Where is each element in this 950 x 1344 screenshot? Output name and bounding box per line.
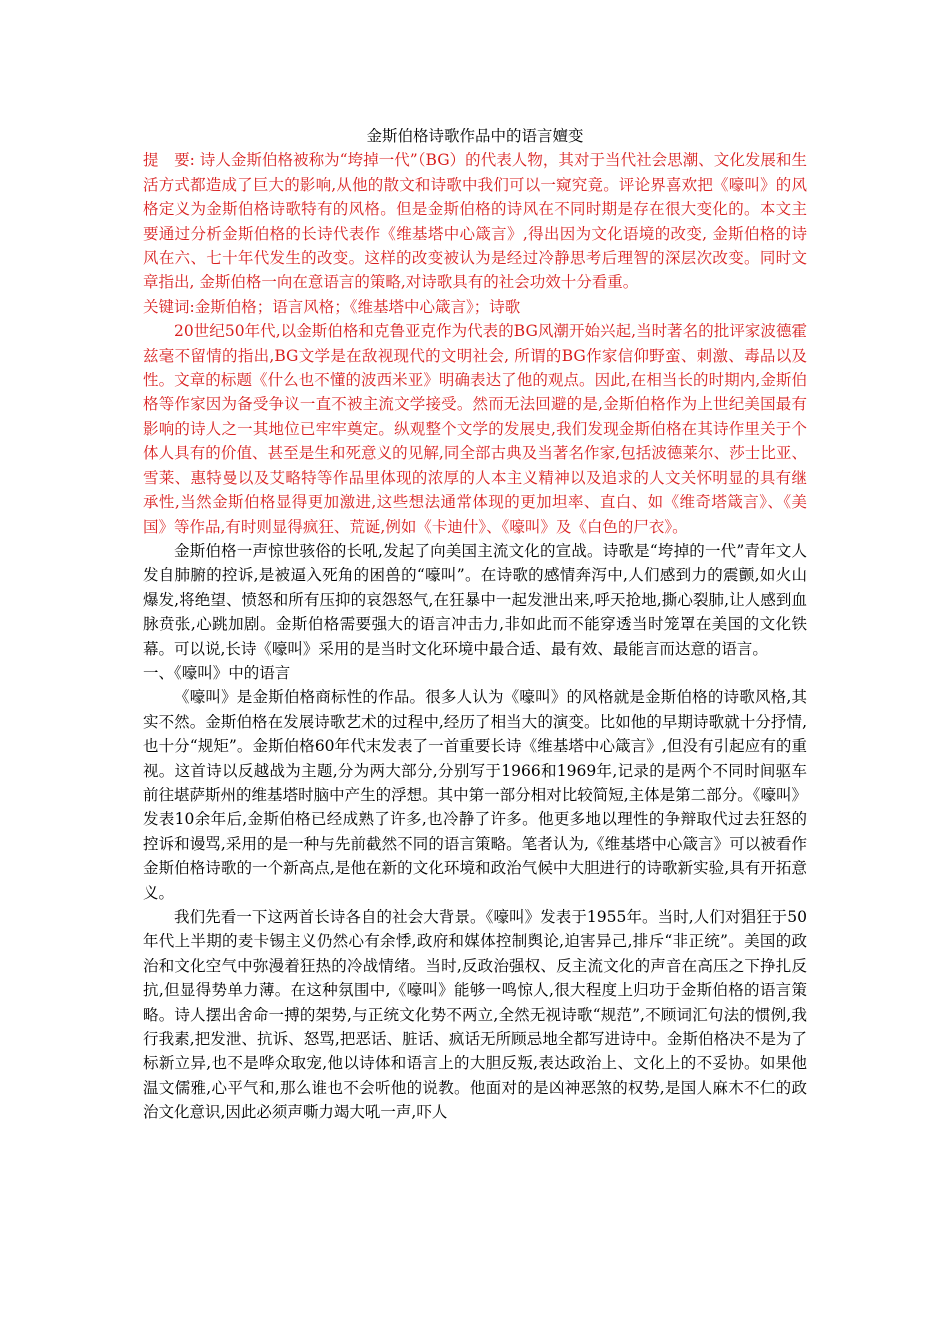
body-paragraph-2: 金斯伯格一声惊世骇俗的长吼,发起了向美国主流文化的宣战。诗歌是“垮掉的一代”青年文人发自肺腑的控诉,是被逼入死角的困兽的“嚎叫”。在诗歌的感情奔泻中,人们感到力的震颤,如火山爆发,将绝望、愤怒和所有压抑的哀怨怒气,在狂暴中一起发泄出来,呼天抢地,撕心裂肺,让人感到血脉贲张,心跳加剧。金斯伯格需要强大的语言冲击力,非如此而不能穿透当时笼罩在美国的文化铁幕。可以说,长诗《嚎叫》采用的是当时文化环境中最合适、最有效、最能言而达意的语言。 — [143, 541, 807, 658]
section-heading-1: 一、《嚎叫》中的语言 — [143, 663, 291, 682]
abstract-paragraph: 提 要: 诗人金斯伯格被称为“垮掉一代”（BG）的代表人物，其对于当代社会思潮、文化发展和生活方式都造成了巨大的影响,从他的散文和诗歌中我们可以一窥究竟。评论界喜欢把《嚎叫》的风格定义为金斯伯格诗歌特有的风格。但是金斯伯格的诗风在不同时期是存在很大变化的。本文主要通过分析金斯伯格的长诗代表作《维基塔中心箴言》,得出因为文化语境的改变, 金斯伯格的诗风在六、七十年代发生的改变。这样的改变被认为是经过冷静思考后理智的深层次改变。同时文章指出, 金斯伯格一向在意语言的策略,对诗歌具有的社会功效十分看重。 — [143, 151, 807, 292]
body-paragraph-3: 《嚎叫》是金斯伯格商标性的作品。很多人认为《嚎叫》的风格就是金斯伯格的诗歌风格,其实不然。金斯伯格在发展诗歌艺术的过程中,经历了相当大的演变。比如他的早期诗歌就十分抒情,也十分“规矩”。金斯伯格60年代末发表了一首重要长诗《维基塔中心箴言》,但没有引起应有的重视。这首诗以反越战为主题,分为两大部分,分别写于1966和1969年,记录的是两个不同时间驱车前往堪萨斯州的维基塔时脑中产生的浮想。其中第一部分相对比较简短,主体是第二部分。《嚎叫》发表10余年后,金斯伯格已经成熟了许多,也冷静了许多。他更多地以理性的争辩取代过去狂怒的控诉和谩骂,采用的是一种与先前截然不同的语言策略。笔者认为,《维基塔中心箴言》可以被看作金斯伯格诗歌的一个新高点,是他在新的文化环境和政治气候中大胆进行的诗歌新实验,具有开拓意义。 — [143, 688, 807, 902]
document-title: 金斯伯格诗歌作品中的语言嬗变 — [366, 127, 584, 145]
document-page — [143, 124, 807, 1125]
body-paragraph-1: 20世纪50年代,以金斯伯格和克鲁亚克作为代表的BG风潮开始兴起,当时著名的批评家波德霍兹毫不留情的指出,BG文学是在敌视现代的文明社会, 所谓的BG作家信仰野蛮、刺激、毒品以及性。文章的标题《什么也不懂的波西米亚》明确表达了他的观点。因此,在相当长的时期内,金斯伯格等作家因为备受争议一直不被主流文学接受。然而无法回避的是,金斯伯格作为上世纪美国最有影响的诗人之一其地位已牢牢奠定。纵观整个文学的发展史,我们发现金斯伯格在其诗作里关于个体人具有的价值、甚至是生和死意义的见解,同全部古典及当著名作家,包括波德莱尔、莎士比亚、雪莱、惠特曼以及艾略特等作品里体现的浓厚的人本主义精神以及追求的人文关怀明显的具有继承性,当然金斯伯格显得更加激进,这些想法通常体现的更加坦率、直白、如《维奇塔箴言》、《美国》等作品,有时则显得疯狂、荒诞,例如《卡迪什》、《嚎叫》及《白色的尸衣》。 — [143, 322, 807, 536]
keywords-line: 关键词:金斯伯格；语言风格；《维基塔中心箴言》；诗歌 — [143, 297, 521, 316]
body-paragraph-4: 我们先看一下这两首长诗各自的社会大背景。《嚎叫》发表于1955年。当时,人们对猖狂于50年代上半期的麦卡锡主义仍然心有余悸,政府和媒体控制舆论,迫害异己,排斥“非正统”。美国的政治和文化空气中弥漫着狂热的冷战情绪。当时,反政治强权、反主流文化的声音在高压之下挣扎反抗,但显得势单力薄。在这种氛围中,《嚎叫》能够一鸣惊人,很大程度上归功于金斯伯格的语言策略。诗人摆出舍命一搏的架势,与正统文化势不两立,全然无视诗歌“规范”,不顾词汇句法的惯例,我行我素,把发泄、抗诉、怒骂,把恶话、脏话、疯话无所顾忌地全都写进诗中。金斯伯格决不是为了标新立异,也不是哗众取宠,他以诗体和语言上的大胆反叛,表达政治上、文化上的不妥协。如果他温文儒雅,心平气和,那么谁也不会听他的说教。他面对的是凶神恶煞的权势,是国人麻木不仁的政治文化意识,因此必须声嘶力竭大吼一声,吓人 — [143, 908, 807, 1122]
